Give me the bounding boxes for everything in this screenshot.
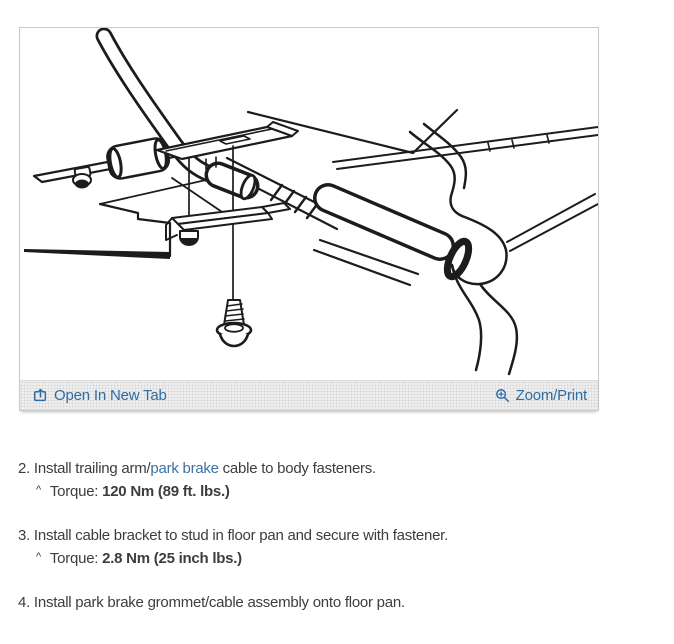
step-4-text: Install park brake grommet/cable assembly onto floor pan.: [30, 594, 405, 611]
step-2-torque: [36, 483, 230, 500]
diagram-image: [20, 28, 598, 380]
step-3-text: Install cable bracket to stud in floor pan and secure with fastener.: [30, 527, 449, 544]
step-2-text-pre: Install trailing arm/: [30, 460, 151, 477]
open-in-new-tab-link[interactable]: [33, 387, 167, 404]
step-4: [18, 594, 405, 611]
torque-value: 120 Nm (89 ft. lbs.): [102, 483, 230, 500]
park-brake-link[interactable]: park brake: [150, 460, 219, 477]
step-4-number: 4.: [18, 594, 31, 611]
zoom-print-label: Zoom/Print: [515, 387, 587, 404]
torque-caret: ^: [36, 484, 41, 496]
open-in-new-tab-icon: [33, 388, 48, 403]
zoom-print-link[interactable]: [495, 387, 587, 404]
step-2-number: 2.: [18, 460, 31, 477]
step-3-torque: [36, 550, 242, 567]
open-in-new-tab-label: Open In New Tab: [54, 387, 167, 404]
torque-caret: ^: [36, 551, 41, 563]
zoom-magnifier-icon: [495, 388, 510, 403]
park-brake-diagram-drawing: [20, 28, 598, 380]
torque-label: Torque:: [49, 483, 103, 500]
torque-label: Torque:: [49, 550, 103, 567]
step-3: [18, 527, 448, 544]
figure-panel: [19, 27, 599, 411]
step-2-text-post: cable to body fasteners.: [218, 460, 376, 477]
torque-value: 2.8 Nm (25 inch lbs.): [102, 550, 242, 567]
step-3-number: 3.: [18, 527, 31, 544]
step-2: [18, 460, 376, 477]
figure-toolbar: [20, 380, 598, 410]
